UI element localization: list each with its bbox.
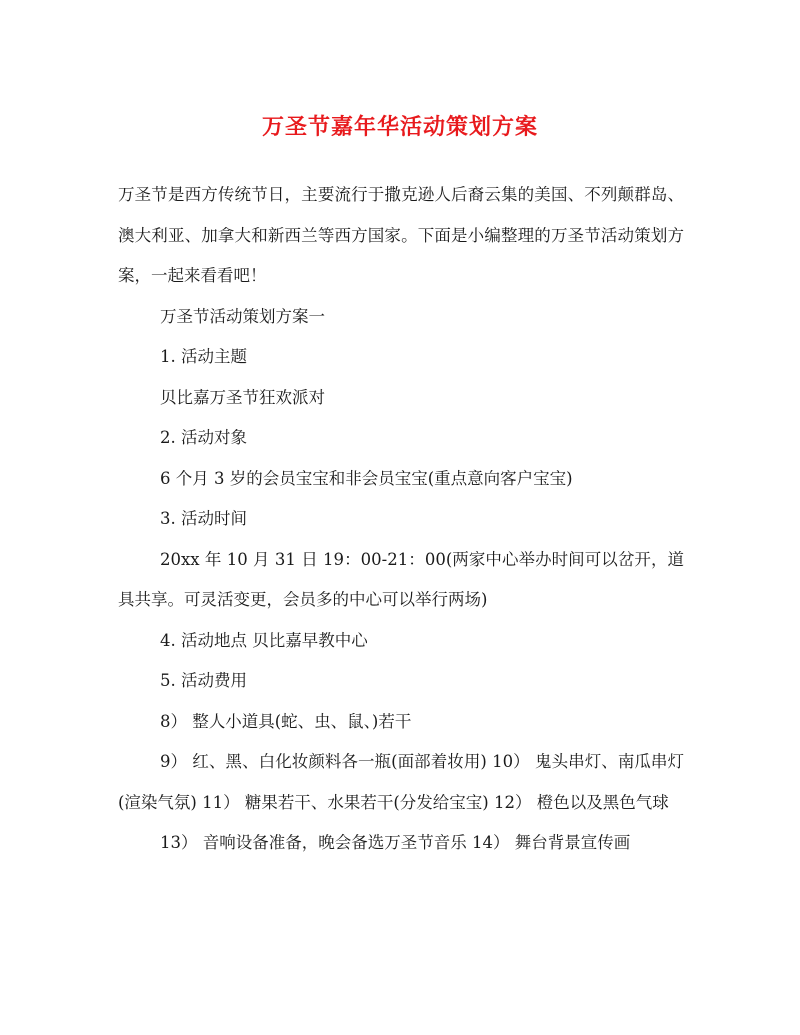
intro-paragraph: 万圣节是西方传统节日，主要流行于撒克逊人后裔云集的美国、不列颠群岛、澳大利亚、加拿大和新西兰等西方国家。下面是小编整理的万圣节活动策划方案，一起来看看吧！	[118, 185, 684, 285]
document-title: 万圣节嘉年华活动策划方案	[261, 114, 538, 140]
list-item-8: 8） 整人小道具(蛇、虫、鼠、)若干	[160, 711, 412, 731]
item-heading-location: 4. 活动地点 贝比嘉早教中心	[160, 630, 368, 650]
item-content-theme: 贝比嘉万圣节狂欢派对	[160, 387, 325, 407]
item-content-time: 20xx 年 10 月 31 日 19：00-21：00(两家中心举办时间可以岔开，道具共享。可灵活变更，会员多的中心可以举行两场)	[118, 549, 684, 609]
list-item-9-12: 9） 红、黑、白化妆颜料各一瓶(面部着妆用) 10） 鬼头串灯、南瓜串灯(渲染气氛) 11） 糖果若干、水果若干(分发给宝宝) 12） 橙色以及黑色气球	[118, 752, 684, 812]
item-heading-theme: 1. 活动主题	[160, 347, 247, 366]
document-body	[118, 175, 684, 864]
item-heading-time: 3. 活动时间	[160, 509, 247, 528]
item-content-audience: 6 个月 3 岁的会员宝宝和非会员宝宝(重点意向客户宝宝)	[160, 468, 573, 488]
item-heading-cost: 5. 活动费用	[160, 671, 247, 690]
section-heading: 万圣节活动策划方案一	[160, 306, 325, 326]
item-heading-audience: 2. 活动对象	[160, 428, 247, 447]
list-item-13-14: 13） 音响设备准备，晚会备选万圣节音乐 14） 舞台背景宣传画	[160, 833, 631, 852]
